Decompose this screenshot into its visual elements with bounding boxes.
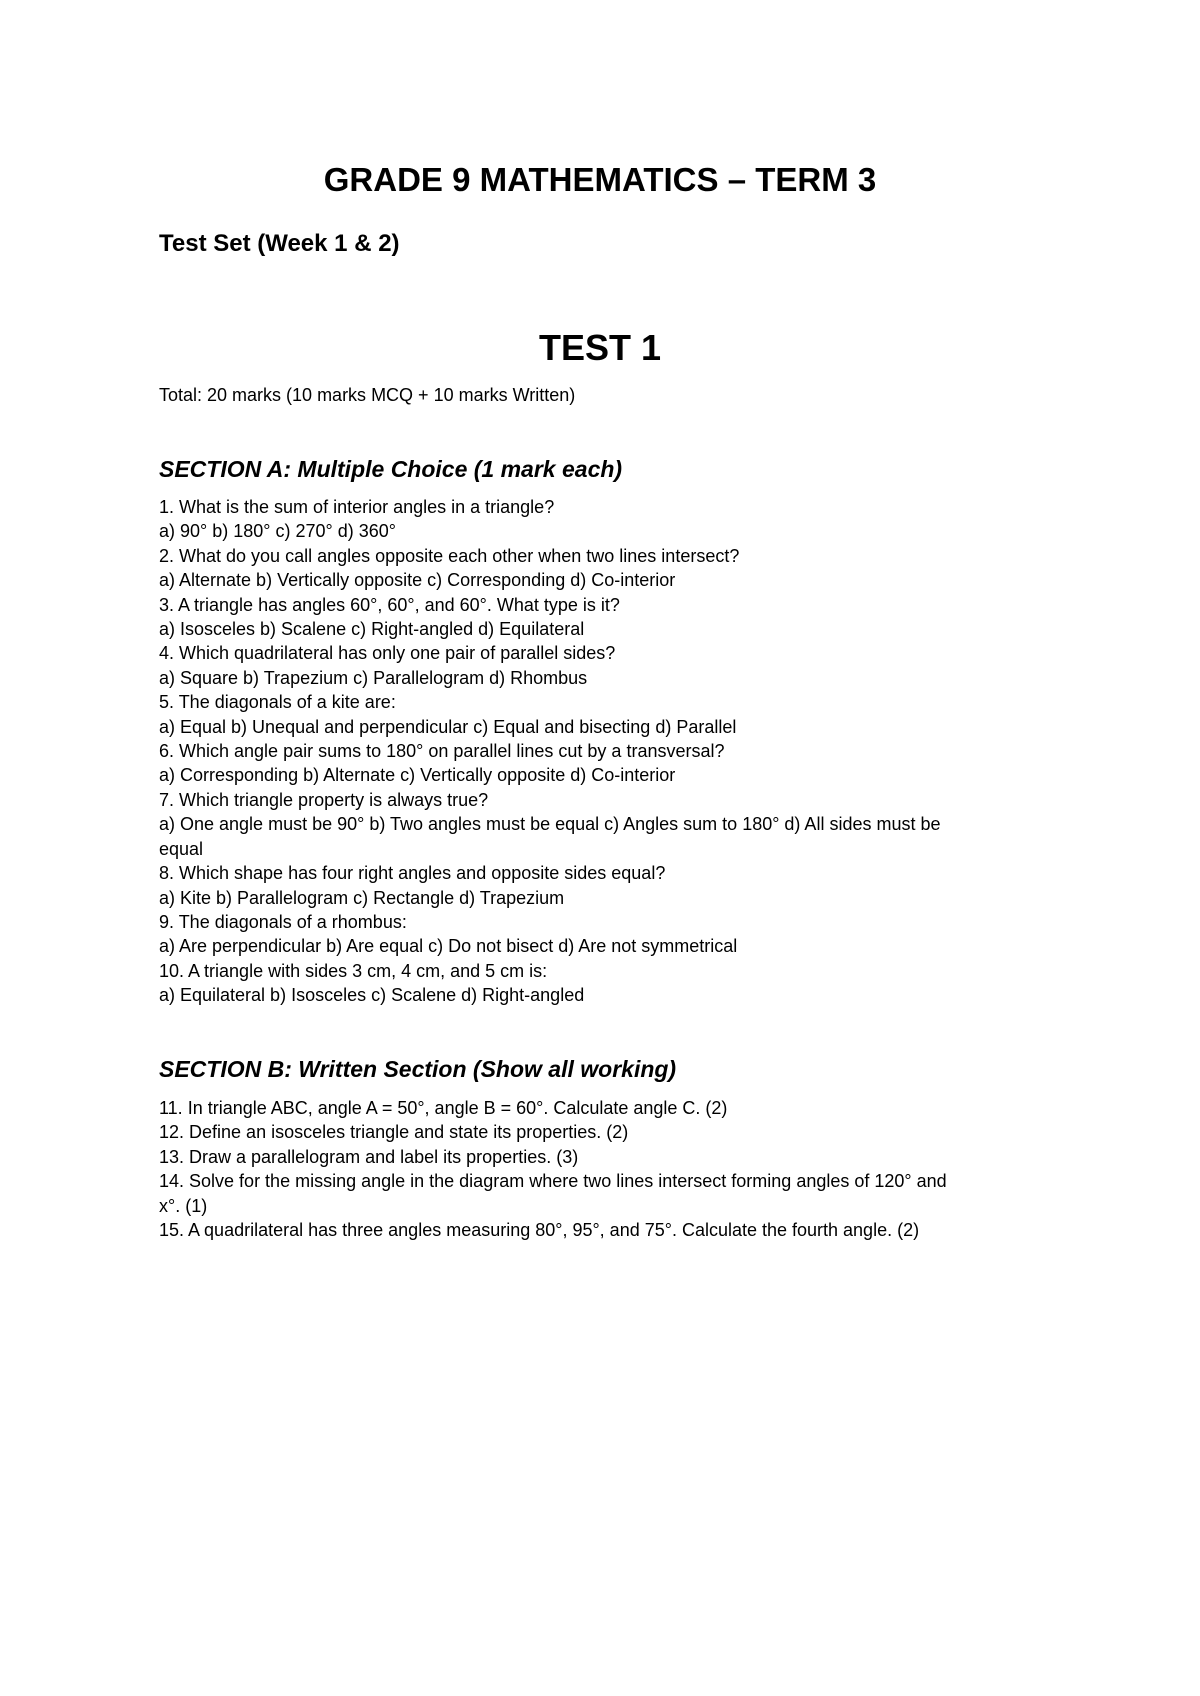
question-line: 12. Define an isosceles triangle and state its properties. (2) xyxy=(159,1122,629,1143)
section-b-heading: SECTION B: Written Section (Show all working) xyxy=(159,1056,677,1082)
question-line: 3. A triangle has angles 60°, 60°, and 60°. What type is it? xyxy=(159,594,620,615)
document-subtitle: Test Set (Week 1 & 2) xyxy=(159,230,400,257)
answer-options-line: a) One angle must be 90° b) Two angles must be equal c) Angles sum to 180° d) All sides must be xyxy=(159,814,941,835)
answer-options-line: a) Kite b) Parallelogram c) Rectangle d) Trapezium xyxy=(159,887,565,908)
question-line: 15. A quadrilateral has three angles measuring 80°, 95°, and 75°. Calculate the fourth angle. (2) xyxy=(159,1220,920,1241)
section-a-heading: SECTION A: Multiple Choice (1 mark each) xyxy=(159,456,623,482)
answer-options-line: a) Isosceles b) Scalene c) Right-angled d) Equilateral xyxy=(159,619,585,640)
section-a-questions xyxy=(159,495,1059,1008)
question-line: 7. Which triangle property is always true? xyxy=(159,789,489,810)
answer-options-line: a) 90° b) 180° c) 270° d) 360° xyxy=(159,521,396,542)
question-line: 8. Which shape has four right angles and opposite sides equal? xyxy=(159,863,666,884)
question-line: 11. In triangle ABC, angle A = 50°, angle B = 60°. Calculate angle C. (2) xyxy=(159,1098,728,1118)
question-line-continued: x°. (1) xyxy=(159,1195,208,1216)
question-line: 5. The diagonals of a kite are: xyxy=(159,692,396,713)
question-line: 10. A triangle with sides 3 cm, 4 cm, and 5 cm is: xyxy=(159,960,548,981)
answer-options-line: a) Alternate b) Vertically opposite c) Corresponding d) Co-interior xyxy=(159,570,676,591)
question-line: 4. Which quadrilateral has only one pair of parallel sides? xyxy=(159,643,616,664)
answer-options-line: a) Square b) Trapezium c) Parallelogram d) Rhombus xyxy=(159,667,588,688)
question-line: 2. What do you call angles opposite each other when two lines intersect? xyxy=(159,545,740,566)
question-line: 9. The diagonals of a rhombus: xyxy=(159,911,407,932)
question-line: 14. Solve for the missing angle in the diagram where two lines intersect forming angles of 120° and xyxy=(159,1171,947,1192)
question-line: 6. Which angle pair sums to 180° on parallel lines cut by a transversal? xyxy=(159,741,725,762)
total-marks-line: Total: 20 marks (10 marks MCQ + 10 marks Written) xyxy=(159,385,576,405)
document-title: GRADE 9 MATHEMATICS – TERM 3 xyxy=(323,161,877,198)
section-b-questions xyxy=(159,1096,1059,1242)
answer-options-line: a) Corresponding b) Alternate c) Vertically opposite d) Co-interior xyxy=(159,765,676,786)
answer-options-line: a) Equilateral b) Isosceles c) Scalene d) Right-angled xyxy=(159,985,585,1006)
answer-options-line-continued: equal xyxy=(159,838,204,859)
answer-options-line: a) Equal b) Unequal and perpendicular c) Equal and bisecting d) Parallel xyxy=(159,716,737,737)
question-line: 13. Draw a parallelogram and label its properties. (3) xyxy=(159,1146,579,1167)
answer-options-line: a) Are perpendicular b) Are equal c) Do not bisect d) Are not symmetrical xyxy=(159,936,738,957)
question-line: 1. What is the sum of interior angles in a triangle? xyxy=(159,497,555,517)
test-heading: TEST 1 xyxy=(538,327,662,368)
